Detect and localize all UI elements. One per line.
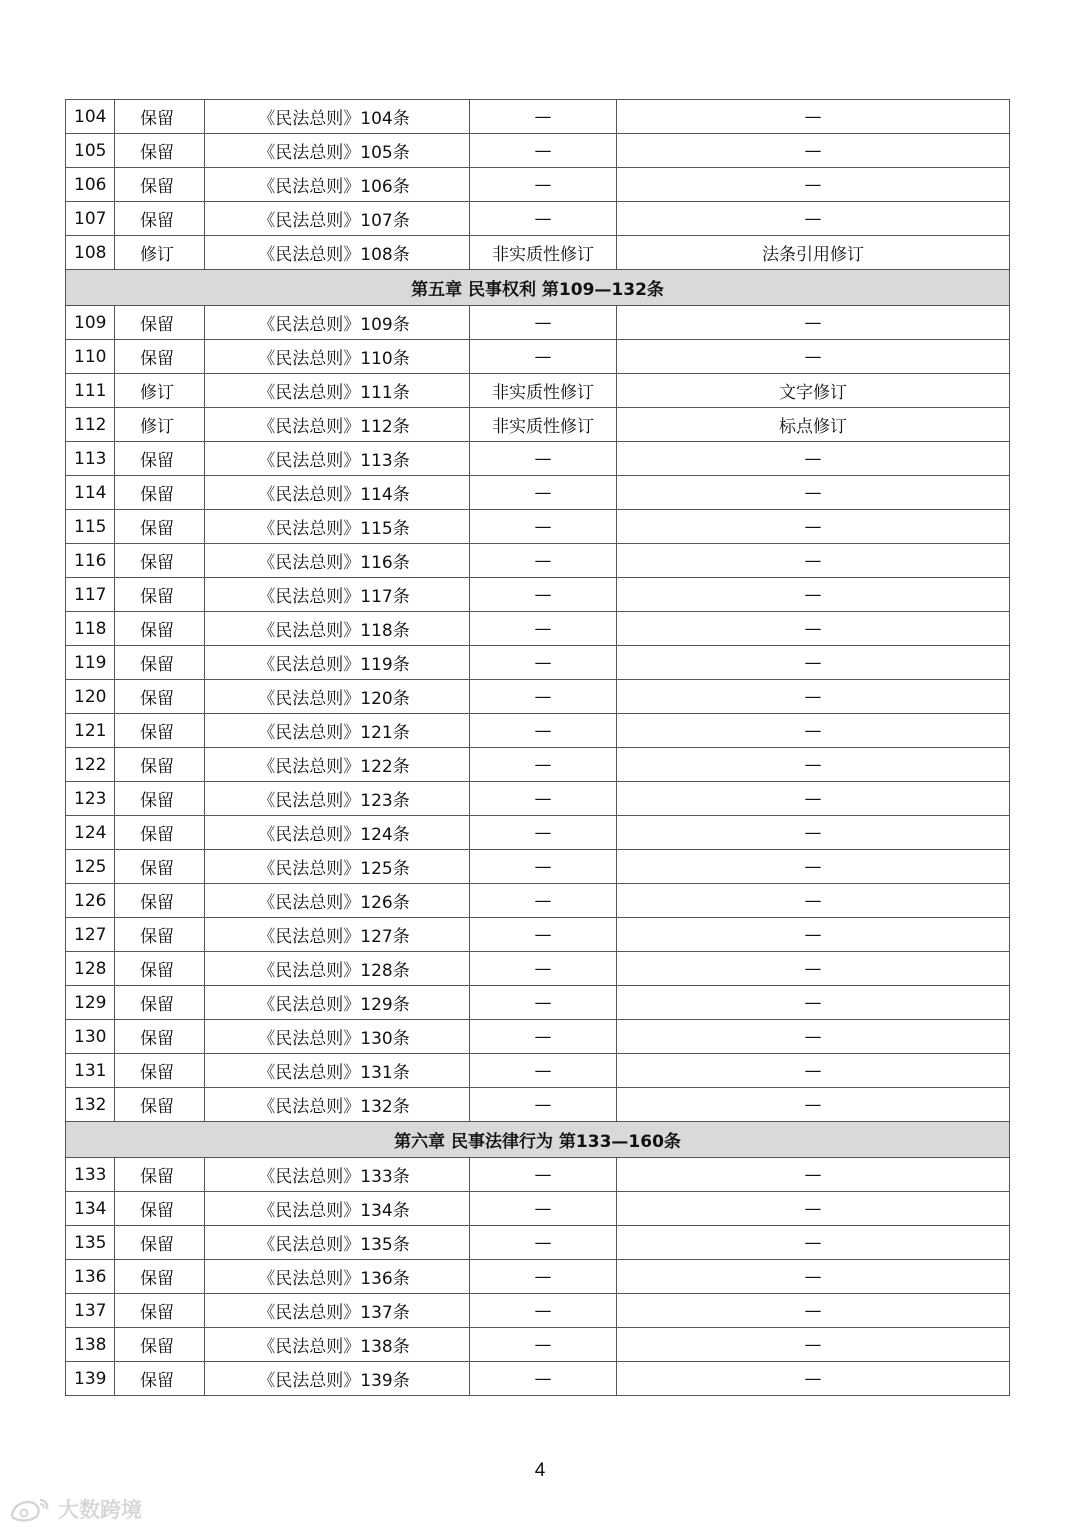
change-detail-cell: — <box>617 544 1010 578</box>
reference-cell: 《民法总则》110条 <box>205 340 470 374</box>
article-number-cell: 121 <box>66 714 115 748</box>
status-cell: 保留 <box>115 476 205 510</box>
change-type-cell: — <box>470 168 617 202</box>
change-detail-cell: — <box>617 202 1010 236</box>
article-number-cell: 115 <box>66 510 115 544</box>
article-number-cell: 130 <box>66 1020 115 1054</box>
article-number-cell: 110 <box>66 340 115 374</box>
article-number-cell: 128 <box>66 952 115 986</box>
table-body <box>66 100 1010 1396</box>
change-detail-cell: — <box>617 714 1010 748</box>
reference-cell: 《民法总则》132条 <box>205 1088 470 1122</box>
reference-cell: 《民法总则》107条 <box>205 202 470 236</box>
status-cell: 保留 <box>115 510 205 544</box>
change-type-cell: — <box>470 1088 617 1122</box>
article-number-cell: 107 <box>66 202 115 236</box>
article-number-cell: 136 <box>66 1260 115 1294</box>
reference-cell: 《民法总则》120条 <box>205 680 470 714</box>
article-number-cell: 117 <box>66 578 115 612</box>
status-cell: 修订 <box>115 408 205 442</box>
reference-cell: 《民法总则》111条 <box>205 374 470 408</box>
status-cell: 保留 <box>115 1226 205 1260</box>
article-number-cell: 138 <box>66 1328 115 1362</box>
change-detail-cell: — <box>617 612 1010 646</box>
reference-cell: 《民法总则》114条 <box>205 476 470 510</box>
change-type-cell: — <box>470 1294 617 1328</box>
reference-cell: 《民法总则》129条 <box>205 986 470 1020</box>
change-detail-cell: — <box>617 476 1010 510</box>
change-detail-cell: — <box>617 168 1010 202</box>
reference-cell: 《民法总则》123条 <box>205 782 470 816</box>
change-detail-cell: 法条引用修订 <box>617 236 1010 270</box>
table-row <box>66 202 1010 236</box>
status-cell: 保留 <box>115 202 205 236</box>
table-row <box>66 1054 1010 1088</box>
change-type-cell: — <box>470 1020 617 1054</box>
article-number-cell: 131 <box>66 1054 115 1088</box>
article-number-cell: 112 <box>66 408 115 442</box>
status-cell: 保留 <box>115 1054 205 1088</box>
status-cell: 保留 <box>115 544 205 578</box>
status-cell: 保留 <box>115 748 205 782</box>
status-cell: 保留 <box>115 680 205 714</box>
reference-cell: 《民法总则》106条 <box>205 168 470 202</box>
reference-cell: 《民法总则》117条 <box>205 578 470 612</box>
change-type-cell: — <box>470 1158 617 1192</box>
table-row <box>66 816 1010 850</box>
table-row <box>66 442 1010 476</box>
change-detail-cell: — <box>617 986 1010 1020</box>
change-detail-cell: 文字修订 <box>617 374 1010 408</box>
table-row <box>66 340 1010 374</box>
status-cell: 修订 <box>115 374 205 408</box>
article-number-cell: 109 <box>66 306 115 340</box>
change-detail-cell: — <box>617 100 1010 134</box>
change-detail-cell: — <box>617 646 1010 680</box>
status-cell: 保留 <box>115 340 205 374</box>
reference-cell: 《民法总则》134条 <box>205 1192 470 1226</box>
change-detail-cell: — <box>617 1226 1010 1260</box>
change-type-cell: — <box>470 986 617 1020</box>
table-row <box>66 374 1010 408</box>
change-detail-cell: — <box>617 1260 1010 1294</box>
chapter-title: 第五章 民事权利 第109—132条 <box>66 270 1010 306</box>
change-detail-cell: — <box>617 884 1010 918</box>
article-number-cell: 104 <box>66 100 115 134</box>
reference-cell: 《民法总则》119条 <box>205 646 470 680</box>
reference-cell: 《民法总则》138条 <box>205 1328 470 1362</box>
change-type-cell: — <box>470 578 617 612</box>
change-type-cell: — <box>470 884 617 918</box>
change-detail-cell: — <box>617 578 1010 612</box>
reference-cell: 《民法总则》135条 <box>205 1226 470 1260</box>
provisions-table <box>65 99 1010 1396</box>
status-cell: 保留 <box>115 1020 205 1054</box>
article-number-cell: 126 <box>66 884 115 918</box>
reference-cell: 《民法总则》139条 <box>205 1362 470 1396</box>
article-number-cell: 123 <box>66 782 115 816</box>
chapter-title: 第六章 民事法律行为 第133—160条 <box>66 1122 1010 1158</box>
watermark-text: 大数跨境 <box>58 1498 142 1522</box>
status-cell: 保留 <box>115 612 205 646</box>
status-cell: 保留 <box>115 714 205 748</box>
change-detail-cell: — <box>617 1362 1010 1396</box>
article-number-cell: 113 <box>66 442 115 476</box>
change-type-cell: — <box>470 1054 617 1088</box>
reference-cell: 《民法总则》113条 <box>205 442 470 476</box>
table-row <box>66 850 1010 884</box>
status-cell: 保留 <box>115 578 205 612</box>
table-row <box>66 134 1010 168</box>
table-row <box>66 646 1010 680</box>
reference-cell: 《民法总则》133条 <box>205 1158 470 1192</box>
reference-cell: 《民法总则》121条 <box>205 714 470 748</box>
change-type-cell: — <box>470 306 617 340</box>
status-cell: 保留 <box>115 1294 205 1328</box>
change-detail-cell: — <box>617 1088 1010 1122</box>
chapter-header-row <box>66 270 1010 306</box>
reference-cell: 《民法总则》131条 <box>205 1054 470 1088</box>
table-row <box>66 680 1010 714</box>
reference-cell: 《民法总则》125条 <box>205 850 470 884</box>
table-row <box>66 748 1010 782</box>
table-row <box>66 476 1010 510</box>
change-type-cell: — <box>470 476 617 510</box>
article-number-cell: 129 <box>66 986 115 1020</box>
table-row <box>66 1158 1010 1192</box>
article-number-cell: 106 <box>66 168 115 202</box>
change-type-cell: — <box>470 918 617 952</box>
chapter-header-row <box>66 1122 1010 1158</box>
status-cell: 保留 <box>115 1158 205 1192</box>
status-cell: 保留 <box>115 816 205 850</box>
table-row <box>66 782 1010 816</box>
change-type-cell: — <box>470 544 617 578</box>
table-row <box>66 952 1010 986</box>
article-number-cell: 114 <box>66 476 115 510</box>
table-row <box>66 1260 1010 1294</box>
change-detail-cell: — <box>617 1054 1010 1088</box>
article-number-cell: 137 <box>66 1294 115 1328</box>
status-cell: 保留 <box>115 884 205 918</box>
table-row <box>66 168 1010 202</box>
change-type-cell: — <box>470 952 617 986</box>
article-number-cell: 124 <box>66 816 115 850</box>
table-row <box>66 578 1010 612</box>
status-cell: 保留 <box>115 850 205 884</box>
change-detail-cell: — <box>617 782 1010 816</box>
status-cell: 修订 <box>115 236 205 270</box>
change-detail-cell: — <box>617 340 1010 374</box>
change-detail-cell: — <box>617 134 1010 168</box>
status-cell: 保留 <box>115 646 205 680</box>
change-type-cell: — <box>470 1192 617 1226</box>
change-type-cell: — <box>470 1328 617 1362</box>
article-number-cell: 135 <box>66 1226 115 1260</box>
reference-cell: 《民法总则》128条 <box>205 952 470 986</box>
table-row <box>66 1362 1010 1396</box>
weibo-logo-icon <box>8 1496 52 1522</box>
change-type-cell: — <box>470 202 617 236</box>
article-number-cell: 116 <box>66 544 115 578</box>
change-detail-cell: — <box>617 1158 1010 1192</box>
status-cell: 保留 <box>115 134 205 168</box>
change-type-cell: 非实质性修订 <box>470 236 617 270</box>
reference-cell: 《民法总则》137条 <box>205 1294 470 1328</box>
change-type-cell: — <box>470 782 617 816</box>
change-detail-cell: — <box>617 1192 1010 1226</box>
reference-cell: 《民法总则》112条 <box>205 408 470 442</box>
change-type-cell: — <box>470 1260 617 1294</box>
table-row <box>66 1088 1010 1122</box>
table-row <box>66 714 1010 748</box>
article-number-cell: 105 <box>66 134 115 168</box>
change-type-cell: — <box>470 850 617 884</box>
change-detail-cell: — <box>617 748 1010 782</box>
change-detail-cell: — <box>617 1294 1010 1328</box>
change-type-cell: — <box>470 680 617 714</box>
reference-cell: 《民法总则》109条 <box>205 306 470 340</box>
change-type-cell: — <box>470 748 617 782</box>
table-row <box>66 1294 1010 1328</box>
change-detail-cell: — <box>617 680 1010 714</box>
status-cell: 保留 <box>115 168 205 202</box>
watermark <box>8 1494 142 1524</box>
article-number-cell: 119 <box>66 646 115 680</box>
reference-cell: 《民法总则》124条 <box>205 816 470 850</box>
table-row <box>66 236 1010 270</box>
article-number-cell: 132 <box>66 1088 115 1122</box>
table-row <box>66 918 1010 952</box>
change-detail-cell: — <box>617 850 1010 884</box>
article-number-cell: 133 <box>66 1158 115 1192</box>
change-type-cell: — <box>470 816 617 850</box>
status-cell: 保留 <box>115 1192 205 1226</box>
change-type-cell: — <box>470 646 617 680</box>
page-number: 4 <box>534 1460 546 1481</box>
article-number-cell: 127 <box>66 918 115 952</box>
article-number-cell: 122 <box>66 748 115 782</box>
status-cell: 保留 <box>115 100 205 134</box>
reference-cell: 《民法总则》126条 <box>205 884 470 918</box>
reference-cell: 《民法总则》130条 <box>205 1020 470 1054</box>
article-number-cell: 118 <box>66 612 115 646</box>
article-number-cell: 108 <box>66 236 115 270</box>
change-type-cell: 非实质性修订 <box>470 408 617 442</box>
table-row <box>66 1020 1010 1054</box>
status-cell: 保留 <box>115 782 205 816</box>
table-row <box>66 1328 1010 1362</box>
change-type-cell: — <box>470 1226 617 1260</box>
change-detail-cell: — <box>617 952 1010 986</box>
article-number-cell: 111 <box>66 374 115 408</box>
status-cell: 保留 <box>115 918 205 952</box>
change-type-cell: — <box>470 340 617 374</box>
change-detail-cell: — <box>617 918 1010 952</box>
change-type-cell: — <box>470 442 617 476</box>
change-type-cell: 非实质性修订 <box>470 374 617 408</box>
table-row <box>66 1226 1010 1260</box>
table-row <box>66 1192 1010 1226</box>
reference-cell: 《民法总则》105条 <box>205 134 470 168</box>
reference-cell: 《民法总则》136条 <box>205 1260 470 1294</box>
change-detail-cell: 标点修订 <box>617 408 1010 442</box>
change-type-cell: — <box>470 510 617 544</box>
status-cell: 保留 <box>115 1088 205 1122</box>
change-detail-cell: — <box>617 306 1010 340</box>
table-row <box>66 986 1010 1020</box>
change-type-cell: — <box>470 134 617 168</box>
change-detail-cell: — <box>617 442 1010 476</box>
table-row <box>66 100 1010 134</box>
reference-cell: 《民法总则》116条 <box>205 544 470 578</box>
status-cell: 保留 <box>115 1260 205 1294</box>
status-cell: 保留 <box>115 952 205 986</box>
reference-cell: 《民法总则》122条 <box>205 748 470 782</box>
article-number-cell: 125 <box>66 850 115 884</box>
table-row <box>66 408 1010 442</box>
reference-cell: 《民法总则》115条 <box>205 510 470 544</box>
status-cell: 保留 <box>115 306 205 340</box>
change-detail-cell: — <box>617 1020 1010 1054</box>
article-number-cell: 139 <box>66 1362 115 1396</box>
change-type-cell: — <box>470 714 617 748</box>
reference-cell: 《民法总则》104条 <box>205 100 470 134</box>
table-row <box>66 612 1010 646</box>
change-type-cell: — <box>470 1362 617 1396</box>
reference-cell: 《民法总则》127条 <box>205 918 470 952</box>
change-type-cell: — <box>470 612 617 646</box>
change-type-cell: — <box>470 100 617 134</box>
change-detail-cell: — <box>617 1328 1010 1362</box>
reference-cell: 《民法总则》118条 <box>205 612 470 646</box>
reference-cell: 《民法总则》108条 <box>205 236 470 270</box>
status-cell: 保留 <box>115 442 205 476</box>
article-number-cell: 120 <box>66 680 115 714</box>
status-cell: 保留 <box>115 986 205 1020</box>
status-cell: 保留 <box>115 1362 205 1396</box>
change-detail-cell: — <box>617 816 1010 850</box>
table-row <box>66 306 1010 340</box>
change-detail-cell: — <box>617 510 1010 544</box>
table-row <box>66 884 1010 918</box>
table-row <box>66 544 1010 578</box>
table-row <box>66 510 1010 544</box>
article-number-cell: 134 <box>66 1192 115 1226</box>
status-cell: 保留 <box>115 1328 205 1362</box>
